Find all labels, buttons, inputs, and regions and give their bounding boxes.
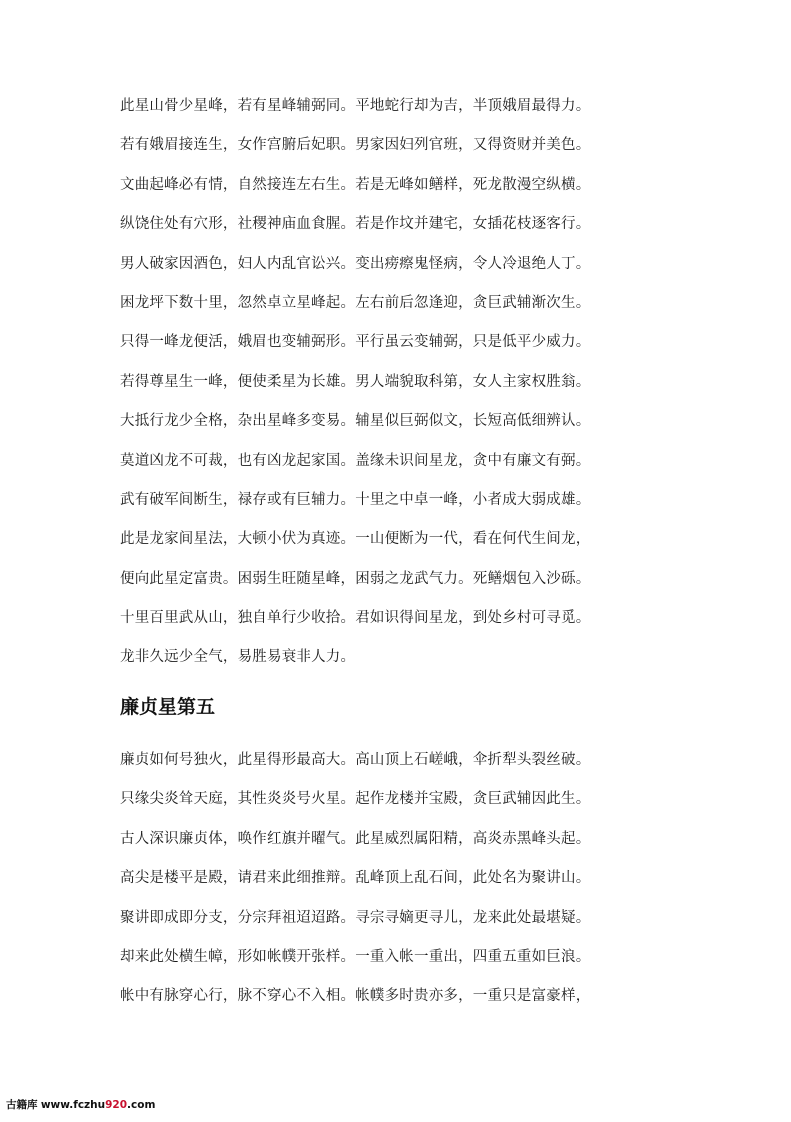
text-line: 困龙坪下数十里，忽然卓立星峰起。左右前后忽逢迎，贪巨武辅渐次生。: [120, 294, 591, 311]
text-line: 若得尊星生一峰，便使柔星为长雄。男人端貌取科第，女人主家权胜翁。: [120, 373, 591, 390]
text-line: 莫道凶龙不可裁，也有凶龙起家国。盖缘未识间星龙，贪中有廉文有弼。: [120, 452, 591, 469]
text-line: 若有娥眉接连生，女作宫腑后妃职。男家因妇列官班，又得资财并美色。: [120, 137, 591, 154]
text-line: 男人破家因酒色，妇人内乱官讼兴。变出痨瘵鬼怪病，令人冷退绝人丁。: [120, 255, 591, 272]
text-line: 廉贞如何号独火，此星得形最高大。高山顶上石嵯峨，伞折犁头裂丝破。: [120, 752, 591, 768]
text-line: 便向此星定富贵。困弱生旺随星峰，困弱之龙武气力。死鳝烟包入沙砾。: [120, 570, 591, 587]
footer-url-prefix: www.fczhu: [40, 1099, 106, 1111]
body-text-bottom: [120, 749, 720, 1025]
text-line: 十里百里武从山，独自单行少收拾。君如识得间星龙，到处乡村可寻觅。: [120, 610, 591, 627]
text-line: 只得一峰龙便活，娥眉也变辅弼形。平行虽云变辅弼，只是低平少威力。: [120, 334, 591, 351]
footer-url-number: 920: [105, 1099, 128, 1111]
text-line: 却来此处横生幛，形如帐幞开张样。一重入帐一重出，四重五重如巨浪。: [120, 948, 591, 965]
footer-url-suffix: .com: [127, 1099, 156, 1111]
text-line: 此是龙家间星法，大顿小伏为真迹。一山便断为一代，看在何代生间龙，: [120, 531, 591, 548]
text-line: 此星山骨少星峰，若有星峰辅弼同。平地蛇行却为吉，半顶娥眉最得力。: [120, 98, 591, 114]
text-line: 只缘尖炎耸天庭，其性炎炎号火星。起作龙楼并宝殿，贪巨武辅因此生。: [120, 791, 591, 808]
text-line: 龙非久远少全气，易胜易衰非人力。: [120, 649, 356, 666]
text-line: 纵饶住处有穴形，社稷神庙血食腥。若是作坟并建宅，女插花枝逐客行。: [120, 216, 591, 233]
body-text-top: [120, 95, 720, 686]
section-heading: 廉贞星第五: [120, 696, 216, 718]
text-line: 帐中有脉穿心行，脉不穿心不入相。帐幞多时贵亦多，一重只是富豪样，: [120, 988, 591, 1005]
text-line: 高尖是楼平是殿，请君来此细推辩。乱峰顶上乱石间，此处名为聚讲山。: [120, 870, 591, 887]
text-line: 文曲起峰必有情，自然接连左右生。若是无峰如鳝样，死龙散漫空纵横。: [120, 176, 591, 193]
text-line: 大抵行龙少全格，杂出星峰多变易。辅星似巨弼似文，长短高低细辨认。: [120, 413, 591, 430]
text-line: 武有破军间断生，禄存或有巨辅力。十里之中卓一峰，小者成大弱成雄。: [120, 491, 591, 508]
footer-url-link[interactable]: [41, 1099, 156, 1111]
footer-watermark: [6, 1098, 155, 1112]
text-line: 聚讲即成即分支，分宗拜祖迢迢路。寻宗寻嫡更寻儿，龙来此处最堪疑。: [120, 909, 591, 926]
text-line: 古人深识廉贞体，唤作红旗并曜气。此星威烈属阳精，高炎赤黑峰头起。: [120, 830, 591, 847]
footer-brand: 古籍库: [6, 1099, 38, 1111]
